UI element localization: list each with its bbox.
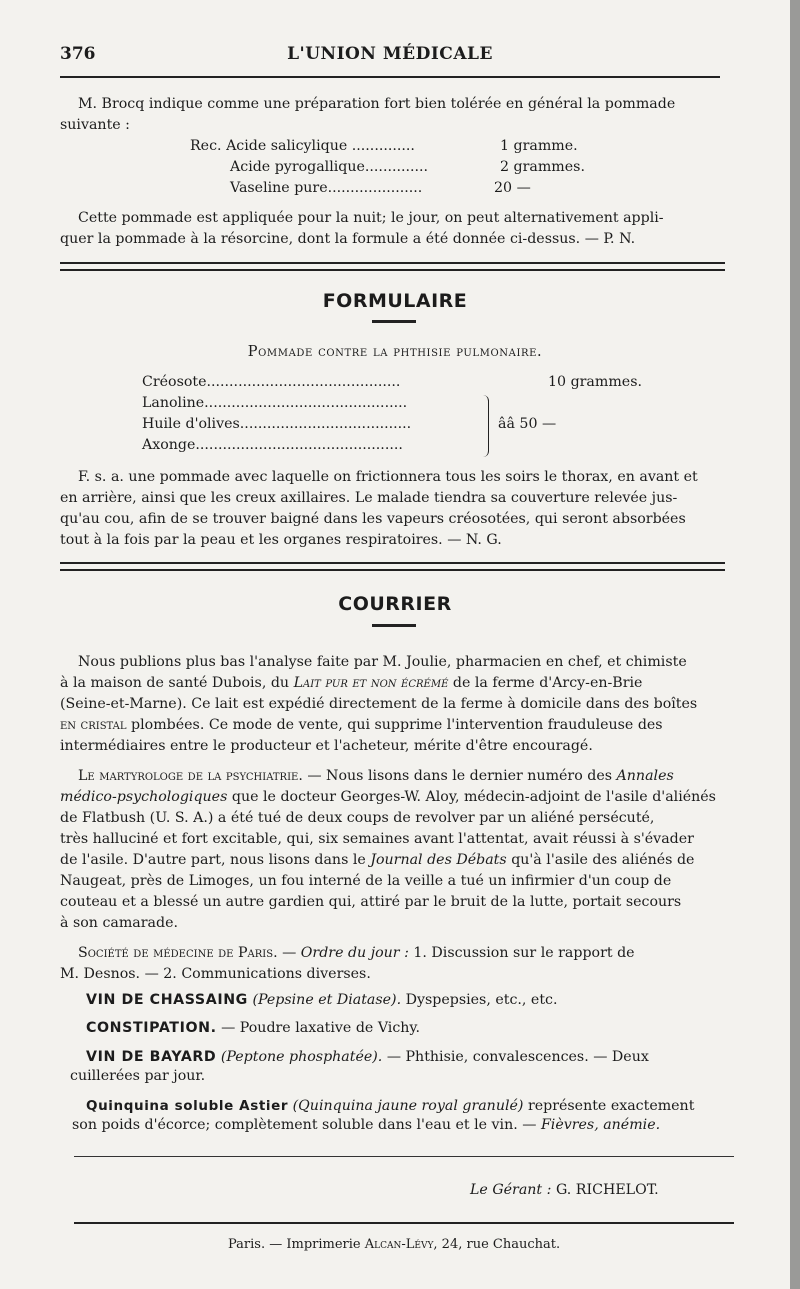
prescription-item: Rec. Acide salicylique ..............	[190, 138, 415, 154]
courrier-p1-line: en cristal plombées. Ce mode de vente, qui supprime l'intervention frauduleuse des	[60, 717, 663, 733]
page-edge	[790, 0, 800, 1289]
section-title-rule	[372, 320, 416, 323]
ad-brand: CONSTIPATION.	[86, 1020, 217, 1036]
prescription-qty: 2 grammes.	[500, 159, 585, 175]
courrier-p2-line: couteau et a blessé un autre gardien qui, attiré par le bruit de la lutte, portait secours	[60, 894, 682, 910]
footer-rule	[74, 1156, 734, 1157]
section-title-formulaire: FORMULAIRE	[322, 290, 468, 312]
prescription-item: Vaseline pure.....................	[230, 180, 423, 196]
publisher-signature: Le Gérant : G. RICHELOT.	[470, 1182, 659, 1198]
milk-product-name: Lait pur et non écrémé	[293, 675, 449, 691]
courrier-p3-line: Société de médecine de Paris. — Ordre du jour : 1. Discussion sur le rapport de	[78, 945, 635, 961]
ingredient-row: Créosote...........................................	[142, 374, 401, 390]
formula-text: en arrière, ainsi que les creux axillaires. Le malade tiendra sa couverture relevée jus-	[60, 490, 678, 506]
courrier-p1-line: intermédiaires entre le producteur et l'acheteur, mérite d'être encouragé.	[60, 738, 593, 754]
header-rule	[60, 76, 720, 78]
courrier-p2-line: de Flatbush (U. S. A.) a été tué de deux coups de revolver par un aliéné persécuté,	[60, 810, 655, 826]
news-heading: Le martyrologe de la psychiatrie.	[78, 768, 303, 784]
courrier-p2-line: Le martyrologe de la psychiatrie. — Nous lisons dans le dernier numéro des Annales	[78, 768, 674, 784]
shared-quantity: ââ 50 —	[498, 416, 557, 432]
formula-text: tout à la fois par la peau et les organes respiratoires. — N. G.	[60, 532, 502, 548]
courrier-p1-line: (Seine-et-Marne). Ce lait est expédié directement de la ferme à domicile dans des boîtes	[60, 696, 698, 712]
brocq-intro: M. Brocq indique comme une préparation fort bien tolérée en général la pommade	[78, 96, 676, 112]
section-double-rule	[60, 562, 725, 571]
prescription-qty: 1 gramme.	[500, 138, 578, 154]
ad-brand: VIN DE CHASSAING	[86, 992, 248, 1008]
advertisement: VIN DE CHASSAING (Pepsine et Diatase). Dyspepsies, etc., etc.	[86, 992, 558, 1008]
advertisement-cont: son poids d'écorce; complètement soluble dans l'eau et le vin. — Fièvres, anémie.	[72, 1117, 661, 1133]
prescription-qty: 20 —	[494, 180, 531, 196]
printer-imprint: Paris. — Imprimerie Alcan-Lévy, 24, rue Chauchat.	[228, 1237, 561, 1252]
section-title-courrier: COURRIER	[338, 593, 452, 615]
formula-title: Pommade contre la phthisie pulmonaire.	[247, 344, 543, 360]
ad-brand: Quinquina soluble Astier	[86, 1098, 289, 1114]
ingredient-row: Lanoline.............................................	[142, 395, 408, 411]
section-title-rule	[372, 624, 416, 627]
ingredient-row: Huile d'olives......................................	[142, 416, 412, 432]
society-heading: Société de médecine de Paris.	[78, 945, 278, 961]
advertisement-cont: cuillerées par jour.	[70, 1068, 206, 1084]
brocq-paragraph-cont: quer la pommade à la résorcine, dont la formule a été donnée ci-dessus. — P. N.	[60, 231, 636, 247]
courrier-p1-line: à la maison de santé Dubois, du Lait pur et non écrémé de la ferme d'Arcy-en-Brie	[60, 675, 643, 691]
courrier-p2-line: Naugeat, près de Limoges, un fou interné de la veille a tué un infirmier d'un coup de	[60, 873, 672, 889]
courrier-p2-line: de l'asile. D'autre part, nous lisons dans le Journal des Débats qu'à l'asile des aliénés de	[60, 852, 695, 868]
courrier-p2-line: médico-psychologiques que le docteur Georges-W. Aloy, médecin-adjoint de l'asile d'aliénés	[60, 789, 716, 805]
ingredient-qty: 10 grammes.	[548, 374, 642, 390]
ingredient-row: Axonge..............................................	[142, 437, 403, 453]
courrier-p3-line: M. Desnos. — 2. Communications diverses.	[60, 966, 371, 982]
brocq-intro-cont: suivante :	[60, 117, 130, 133]
advertisement: VIN DE BAYARD (Peptone phosphatée). — Phthisie, convalescences. — Deux	[86, 1049, 649, 1065]
prescription-item: Acide pyrogallique..............	[230, 159, 429, 175]
advertisement: CONSTIPATION. — Poudre laxative de Vichy.	[86, 1020, 421, 1036]
journal-title: L'UNION MÉDICALE	[287, 44, 493, 64]
running-header	[60, 44, 720, 70]
formula-text: qu'au cou, afin de se trouver baigné dans les vapeurs créosotées, qui seront absorbées	[60, 511, 686, 527]
courrier-p1-line: Nous publions plus bas l'analyse faite par M. Joulie, pharmacien en chef, et chimiste	[78, 654, 687, 670]
page-number: 376	[60, 44, 96, 64]
ad-brand: VIN DE BAYARD	[86, 1049, 217, 1065]
formula-text: F. s. a. une pommade avec laquelle on frictionnera tous les soirs le thorax, en avant et	[78, 469, 698, 485]
brocq-paragraph: Cette pommade est appliquée pour la nuit; le jour, on peut alternativement appli-	[78, 210, 664, 226]
footer-rule	[74, 1222, 734, 1224]
courrier-p2-line: très halluciné et fort excitable, qui, six semaines avant l'attentat, avait réussi à s'évader	[60, 831, 694, 847]
section-double-rule	[60, 262, 725, 271]
courrier-p2-line: à son camarade.	[60, 915, 178, 931]
grouping-brace	[480, 395, 489, 457]
advertisement: Quinquina soluble Astier (Quinquina jaune royal granulé) représente exactement	[86, 1098, 695, 1114]
